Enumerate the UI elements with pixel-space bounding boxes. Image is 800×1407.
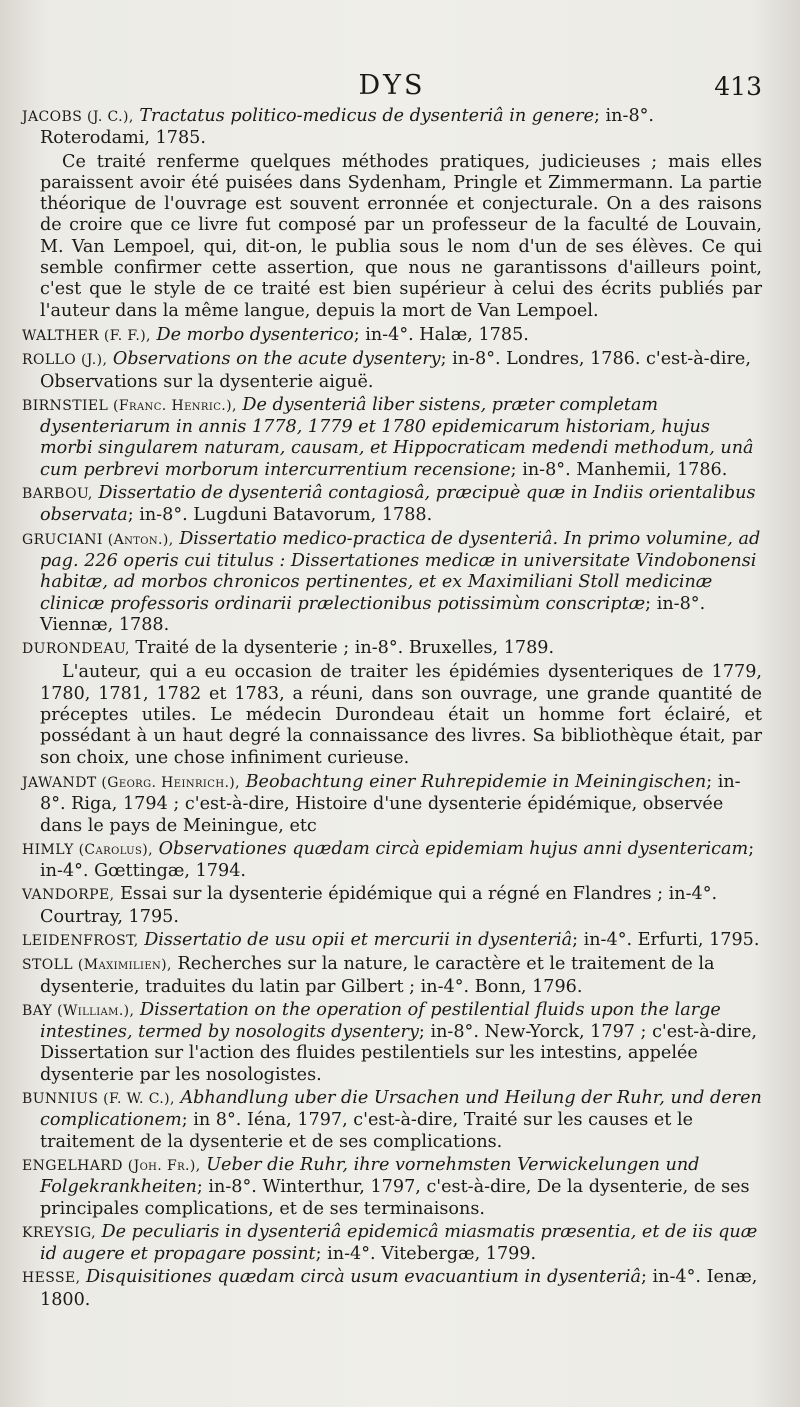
entry-details: ; in-4°. Vitebergæ, 1799. (315, 1244, 537, 1265)
entry-title: De dysenteriâ liber sistens, præter completam dysenteriarum in annis 1778, 1779 et 1780 epidemicarum historiam, hujus morbi singularem naturam, causam, et Hippocraticam medendi methodum, unâ cum perbrevi morborum intercurrentium recensione (40, 394, 754, 480)
entry-title: De peculiaris in dysenteriâ epidemicâ miasmatis præsentia, et de iis quæ id augere et propagare possint (40, 1221, 758, 1265)
bibliography-entry (22, 1088, 762, 1153)
entry-note: L'auteur, qui a eu occasion de traiter les épidémies dysenteriques de 1779, 1780, 1781, 1782 et 1783, a réuni, dans son ouvrage, une grande quantité de préceptes utiles. Le médecin Durondeau était un homme fort éclairé, et possédant à un haut degré la connaissance des livres. Sa bibliothèque était, par son choix, une chose infiniment curieuse. (40, 662, 762, 768)
entry-details: ; in-8°. Winterthur, 1797, c'est-à-dire, De la dysenterie, de ses principales complications, et de ses terminaisons. (40, 1177, 750, 1219)
entry-details: ; in-8°. Riga, 1794 ; c'est-à-dire, Histoire d'une dysenterie épidémique, observée dans le pays de Meiningue, etc (40, 771, 741, 836)
entry-details: ; in-4°. Ienæ, 1800. (40, 1267, 758, 1310)
entry-author: BAY (William.), (22, 1002, 135, 1019)
bibliography-entry (22, 884, 762, 928)
entry-author: HESSE, (22, 1270, 81, 1287)
page-header (22, 70, 762, 104)
entry-author: STOLL (Maximilien), (22, 957, 172, 974)
entry-details: ; in 8°. Iéna, 1797, c'est-à-dire, Traité sur les causes et le traitement de la dysenterie et de ses complications. (40, 1110, 693, 1152)
entry-title: Abhandlung uber die Ursachen und Heilung der Ruhr, und deren complicationem (40, 1088, 762, 1131)
entry-author: ENGELHARD (Joh. Fr.), (22, 1157, 201, 1174)
entry-details: Essai sur la dysenterie épidémique qui a régné en Flandres ; in-4°. Courtray, 1795. (40, 884, 718, 927)
page-number: 413 (714, 72, 762, 101)
entry-title: Ueber die Ruhr, ihre vornehmsten Verwickelungen und Folgekrankheiten (40, 1154, 700, 1198)
entry-author: WALTHER (F. F.), (22, 327, 151, 344)
entry-author: GRUCIANI (Anton.), (22, 531, 174, 548)
entry-details: ; in-8°. Manhemii, 1786. (510, 459, 728, 480)
entry-author: VANDORPE, (22, 887, 115, 904)
entry-details: Recherches sur la nature, le caractère et le traitement de la dysenterie, traduites du latin par Gilbert ; in-4°. Bonn, 1796. (40, 954, 715, 997)
bibliography-list (22, 106, 762, 1311)
entry-author: LEIDENFROST, (22, 932, 139, 949)
bibliography-entry (22, 772, 762, 837)
entry-note: Ce traité renferme quelques méthodes pratiques, judicieuses ; mais elles paraissent avoir été puisées dans Sydenham, Pringle et Zimmermann. La partie théorique de l'ouvrage est souvent erronnée et conjecturale. On a des raisons de croire que ce livre fut composé par un professeur de la faculté de Louvain, M. Van Lempoel, qui, dit-on, le publia sous le nom d'un de ses élèves. Ce qui semble confirmer cette assertion, que nous ne garantissons d'ailleurs point, c'est que le style de ce traité est bien supérieur à celui des écrits publiés par l'auteur dans la même langue, depuis la mort de Van Lempoel. (40, 151, 762, 321)
entry-author: BARBOU, (22, 486, 93, 503)
entry-details: ; in-4°. Halæ, 1785. (353, 324, 529, 345)
bibliography-entry (22, 930, 762, 952)
entry-author: BUNNIUS (F. W. C.), (22, 1091, 175, 1108)
bibliography-entry (22, 1267, 762, 1311)
entry-details: ; in-8°. Roterodami, 1785. (40, 106, 655, 149)
bibliography-entry (22, 1222, 762, 1266)
entry-author: DURONDEAU, (22, 641, 130, 658)
entry-author: BIRNSTIEL (Franc. Henric.), (22, 397, 237, 414)
entry-title: De morbo dysenterico (156, 324, 354, 345)
entry-details: ; in-8°. Lugduni Batavorum, 1788. (127, 505, 433, 526)
bibliography-entry (22, 954, 762, 998)
bibliography-entry (22, 106, 762, 150)
entry-title: Tractatus politico-medicus de dysenteriâ in genere (139, 106, 595, 126)
entry-title: Dissertation on the operation of pestilential fluids upon the large intestines, termed by nosologits dysentery (40, 999, 721, 1043)
entry-details: Traité de la dysenterie ; in-8°. Bruxelles, 1789. (135, 638, 555, 659)
entry-details: ; in-8°. Viennæ, 1788. (40, 593, 706, 635)
entry-author: KREYSIG, (22, 1224, 96, 1241)
entry-title: Beobachtung einer Ruhrepidemie in Meiningischen (245, 771, 707, 792)
bibliography-entry (22, 1000, 762, 1086)
entry-author: HIMLY (Carolus), (22, 841, 153, 858)
entry-author: JACOBS (J. C.), (22, 109, 134, 125)
bibliography-entry (22, 1155, 762, 1220)
entry-author: ROLLO (J.), (22, 352, 108, 369)
entry-title: Observations on the acute dysentery (112, 349, 441, 370)
bibliography-entry (22, 325, 762, 347)
entry-title: Dissertatio de usu opii et mercurii in dysenteriâ (144, 929, 573, 950)
entry-details: ; in-4°. Erfurti, 1795. (572, 929, 760, 950)
bibliography-entry (22, 529, 762, 636)
entry-title: Dissertatio de dysenteriâ contagiosâ, præcipuè quæ in Indiis orientalibus observata (40, 483, 756, 526)
bibliography-entry (22, 483, 762, 527)
bibliography-entry (22, 839, 762, 883)
bibliography-entry (22, 395, 762, 481)
entry-title: Disquisitiones quædam circà usum evacuantium in dysenteriâ (86, 1267, 641, 1288)
entry-details: ; in-8°. New-Yorck, 1797 ; c'est-à-dire, Dissertation sur l'action des fluides pestilentiels sur les intestins, appelée dysenterie par les nosologistes. (40, 1022, 757, 1085)
running-title: DYS (358, 70, 426, 101)
entry-author: JAWANDT (Georg. Heinrich.), (22, 774, 241, 791)
entry-title: Dissertatio medico-practica de dysenteriâ. In primo volumine, ad pag. 226 operis cui titulus : Dissertationes medicæ in universitate Vindobonensi habitæ, ad morbos chronicos pertinentes, et ex Maximiliani Stoll medicinæ clinicæ professoris ordinarii prælectionibus potissimùm conscriptæ (40, 528, 761, 614)
entry-details: ; in-4°. Gœttingæ, 1794. (40, 838, 755, 882)
entry-title: Observationes quædam circà epidemiam hujus anni dysentericam (158, 838, 749, 859)
entry-details: ; in-8°. Londres, 1786. c'est-à-dire, Observations sur la dysenterie aiguë. (40, 349, 751, 392)
bibliography-entry (22, 349, 762, 393)
bibliography-entry (22, 638, 762, 660)
